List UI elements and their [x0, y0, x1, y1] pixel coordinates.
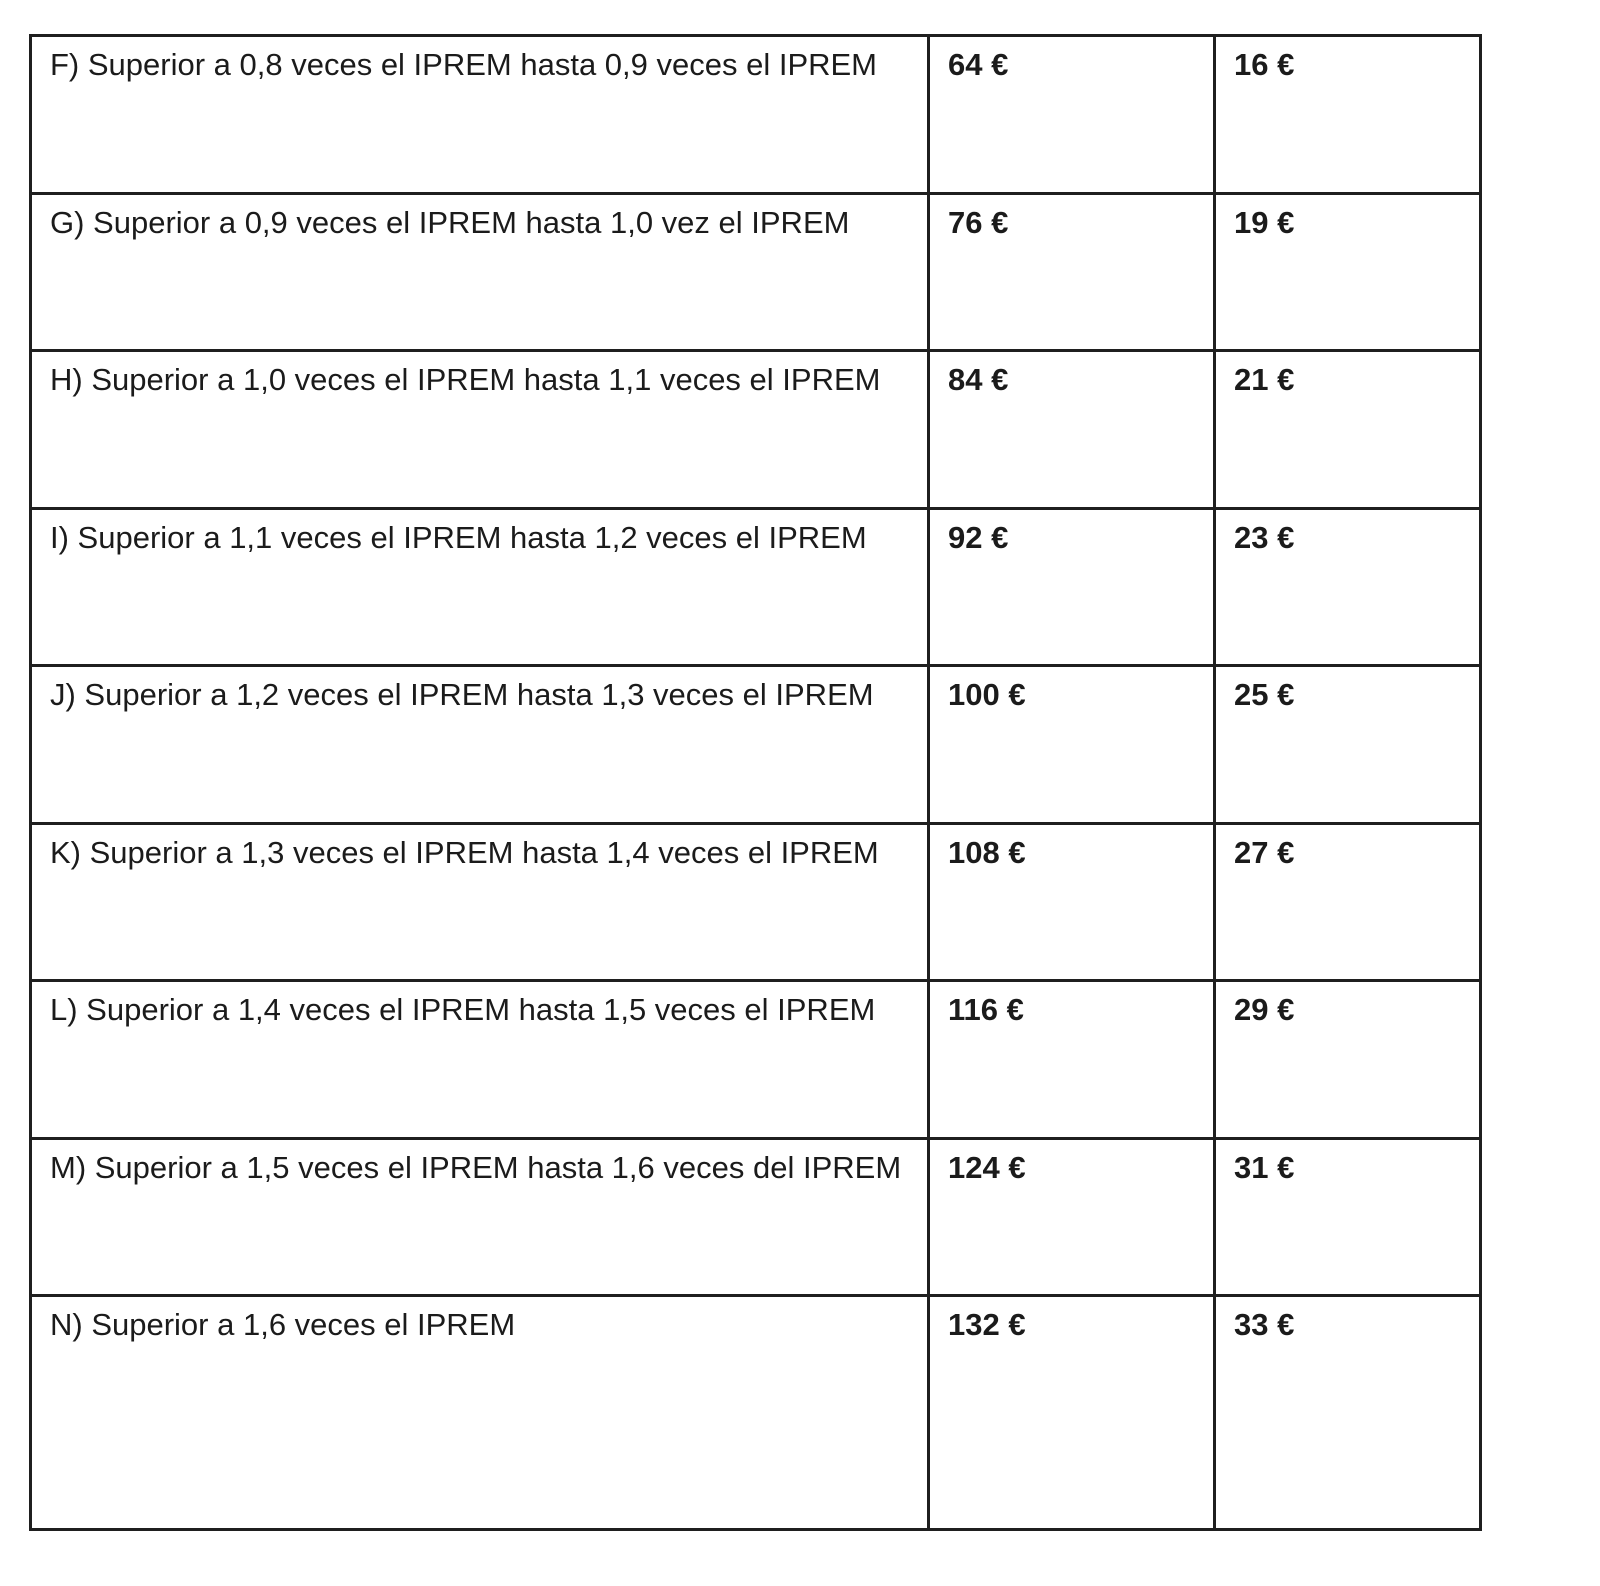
amount-b: 23 € — [1234, 519, 1295, 555]
amount-b: 31 € — [1234, 1149, 1295, 1185]
amount-b-cell — [1215, 981, 1481, 1139]
amount-a: 116 € — [948, 992, 1024, 1028]
bracket-description: K) Superior a 1,3 veces el IPREM hasta 1,4 veces el IPREM — [50, 834, 879, 870]
amount-a-cell — [929, 508, 1215, 666]
amount-a-cell — [929, 981, 1215, 1139]
amount-b-cell — [1215, 1296, 1481, 1530]
amount-b: 29 € — [1234, 992, 1295, 1028]
amount-b-cell — [1215, 666, 1481, 824]
amount-b: 19 € — [1234, 204, 1295, 240]
table-row — [31, 981, 1481, 1139]
table-row — [31, 193, 1481, 351]
bracket-description: F) Superior a 0,8 veces el IPREM hasta 0,9 veces el IPREM — [50, 47, 878, 82]
description-cell — [31, 1296, 929, 1530]
amount-a-cell — [929, 666, 1215, 824]
amount-b-cell — [1215, 1138, 1481, 1296]
description-cell — [31, 823, 929, 981]
amount-a-cell — [929, 1138, 1215, 1296]
amount-b: 21 € — [1234, 362, 1295, 398]
description-cell — [31, 508, 929, 666]
table-row — [31, 666, 1481, 824]
amount-b-cell — [1215, 823, 1481, 981]
description-cell — [31, 1138, 929, 1296]
bracket-description: N) Superior a 1,6 veces el IPREM — [50, 1307, 516, 1343]
amount-b-cell — [1215, 508, 1481, 666]
bracket-description: M) Superior a 1,5 veces el IPREM hasta 1,6 veces del IPREM — [50, 1149, 902, 1185]
amount-a: 92 € — [948, 519, 1009, 555]
table-row — [31, 823, 1481, 981]
amount-b: 27 € — [1234, 834, 1295, 870]
description-cell — [31, 351, 929, 509]
amount-a: 108 € — [948, 834, 1026, 870]
description-cell — [31, 36, 929, 194]
bracket-description: L) Superior a 1,4 veces el IPREM hasta 1,5 veces el IPREM — [50, 992, 876, 1028]
description-cell — [31, 981, 929, 1139]
amount-a: 100 € — [948, 677, 1026, 713]
amount-a: 64 € — [948, 47, 1009, 82]
bracket-description: I) Superior a 1,1 veces el IPREM hasta 1,2 veces el IPREM — [50, 519, 867, 555]
table-row — [31, 1296, 1481, 1530]
table-row — [31, 351, 1481, 509]
amount-a-cell — [929, 1296, 1215, 1530]
amount-a-cell — [929, 193, 1215, 351]
amount-a: 84 € — [948, 362, 1009, 398]
bracket-description: H) Superior a 1,0 veces el IPREM hasta 1,1 veces el IPREM — [50, 362, 881, 398]
bracket-description: G) Superior a 0,9 veces el IPREM hasta 1,0 vez el IPREM — [50, 204, 850, 240]
amount-a-cell — [929, 36, 1215, 194]
amount-a-cell — [929, 823, 1215, 981]
amount-b: 16 € — [1234, 47, 1295, 82]
description-cell — [31, 193, 929, 351]
amount-b-cell — [1215, 36, 1481, 194]
table-row — [31, 36, 1481, 194]
amount-a: 76 € — [948, 204, 1009, 240]
amount-b: 25 € — [1234, 677, 1295, 713]
amount-b: 33 € — [1234, 1307, 1295, 1343]
amount-b-cell — [1215, 193, 1481, 351]
amount-b-cell — [1215, 351, 1481, 509]
amount-a: 132 € — [948, 1307, 1026, 1343]
table-row — [31, 508, 1481, 666]
amount-a: 124 € — [948, 1149, 1026, 1185]
amount-a-cell — [929, 351, 1215, 509]
table-row — [31, 1138, 1481, 1296]
description-cell — [31, 666, 929, 824]
bracket-description: J) Superior a 1,2 veces el IPREM hasta 1,3 veces el IPREM — [50, 677, 874, 713]
income-bracket-table — [29, 34, 1482, 1531]
